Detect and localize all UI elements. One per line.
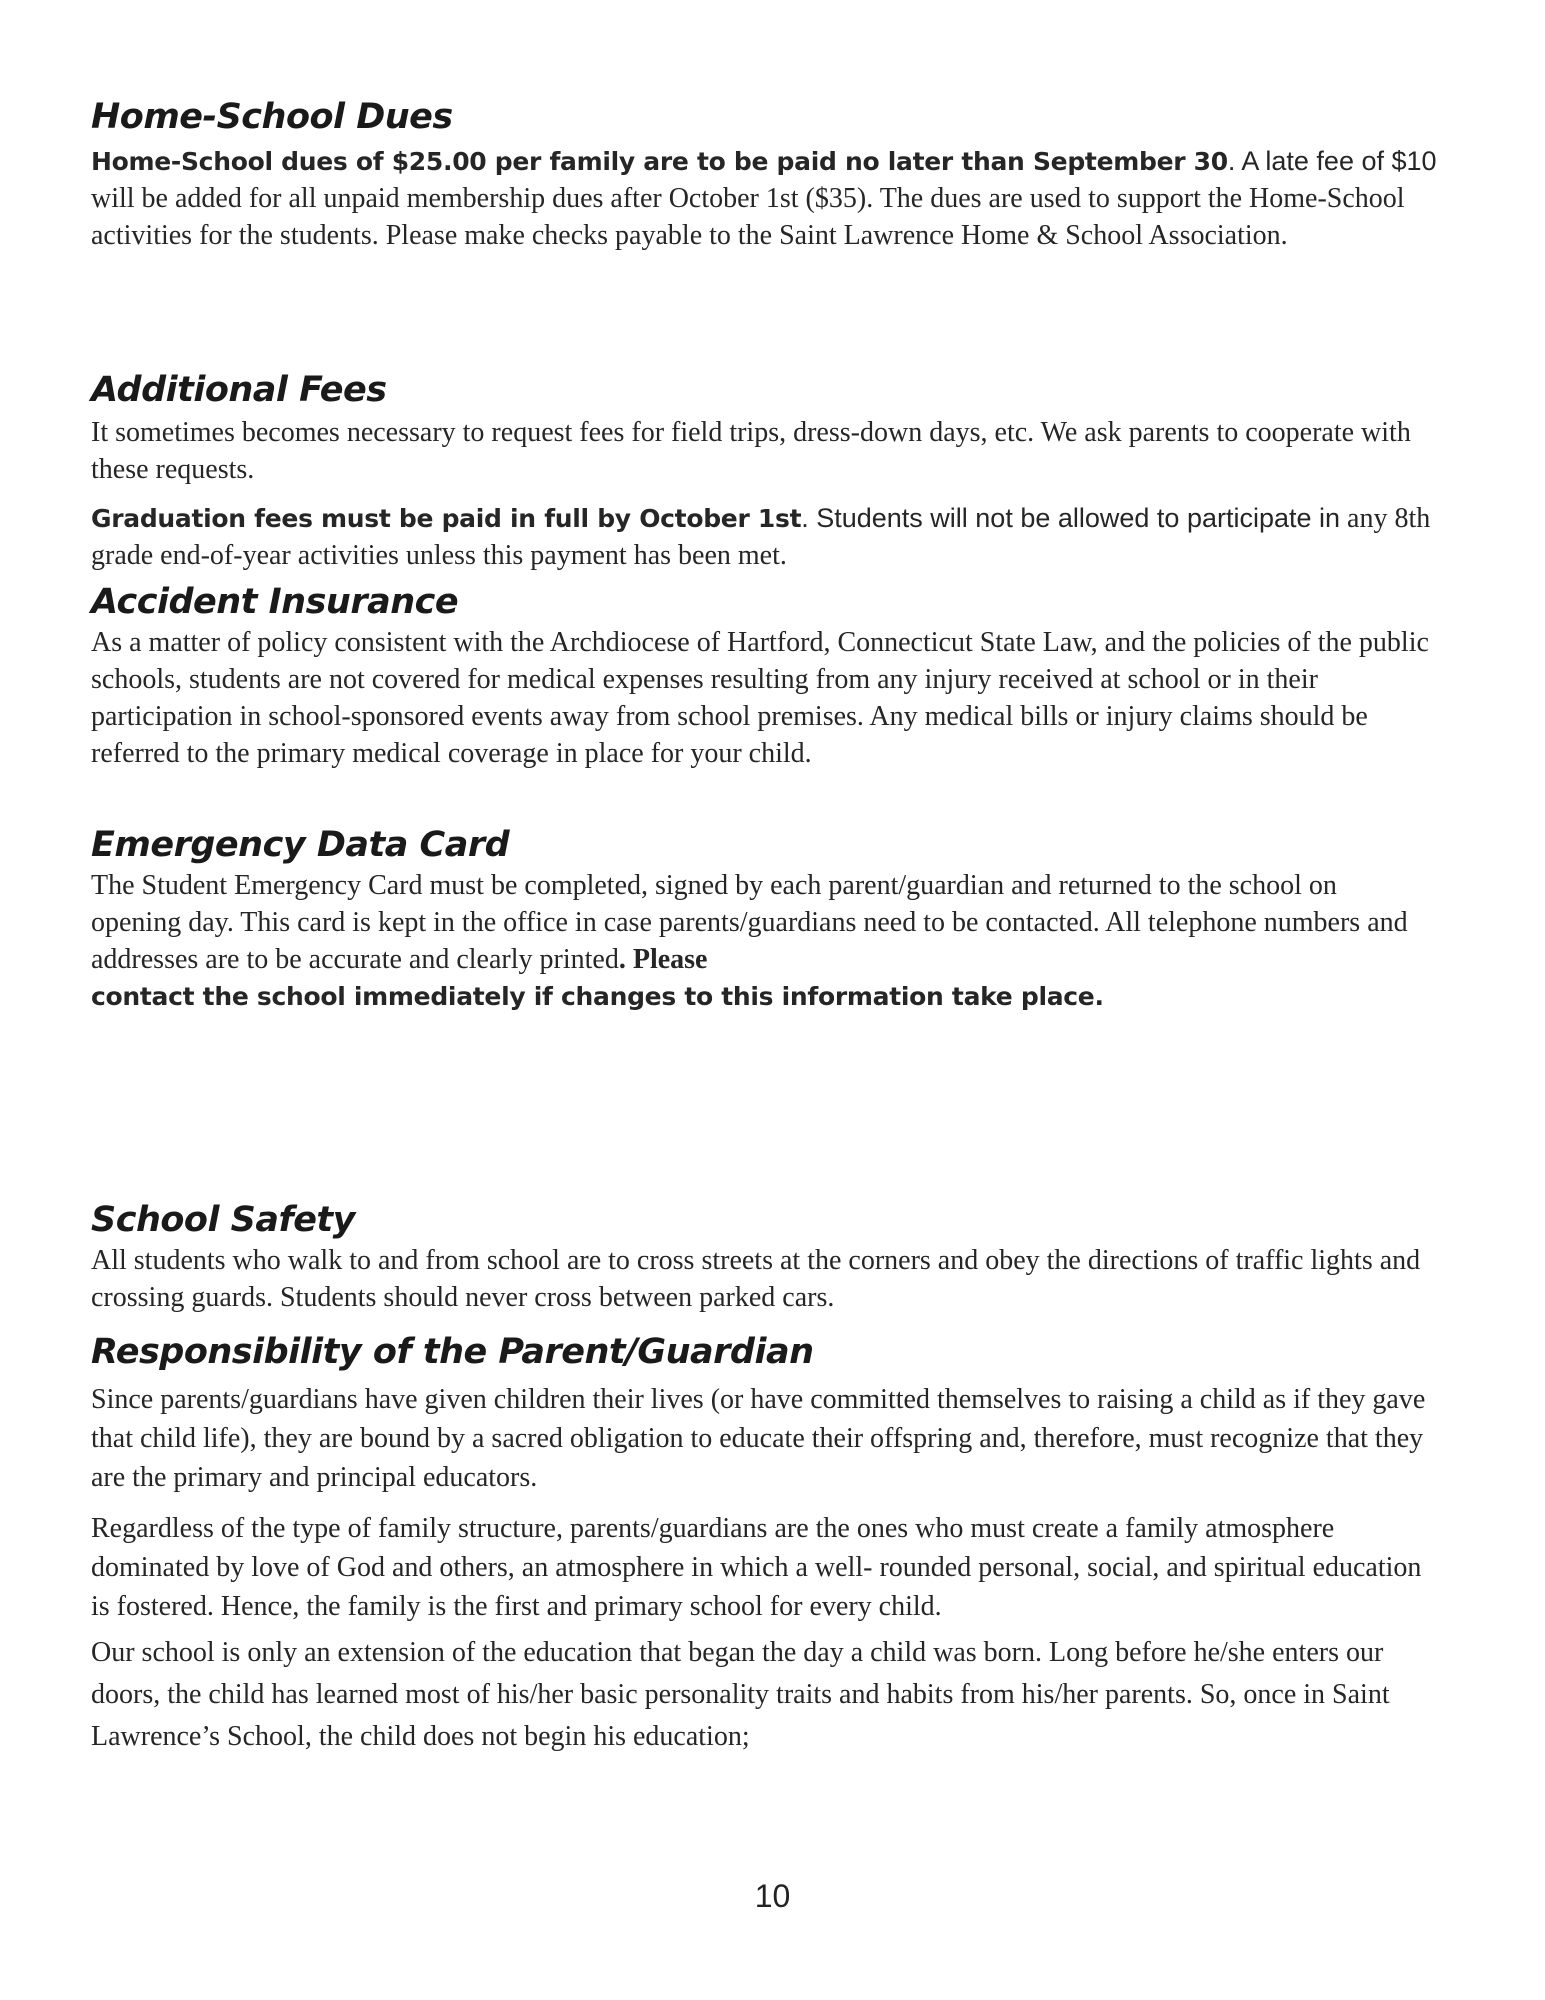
section-responsibility <box>91 1330 1431 1758</box>
section-paragraph: Regardless of the type of family structure, parents/guardians are the ones who must create a family atmosphere dominated by love of God and others, an atmosphere in which a well- rounded personal, social, and spiritual education is fostered. Hence, the family is the first and primary school for every child. <box>91 1513 1422 1622</box>
section-additional-fees <box>91 368 1471 574</box>
section-body: All students who walk to and from school are to cross streets at the corners and obey the directions of traffic lights and crossing guards. Students should never cross between parked cars. <box>91 1245 1421 1313</box>
section-body <box>91 867 1431 1015</box>
bold-lead: Home-School dues of $25.00 per family are to be paid no later than September 30 <box>91 147 1228 176</box>
section-body: It sometimes becomes necessary to request fees for field trips, dress-down days, etc. We ask parents to cooperate with these requests. <box>91 417 1411 485</box>
section-paragraph: Since parents/guardians have given children their lives (or have committed themselves to raising a child as if they gave that child life), they are bound by a sacred obligation to educate their offspring and, therefore, must recognize that they are the primary and principal educators. <box>91 1384 1426 1493</box>
section-body-2 <box>91 500 1471 574</box>
section-heading: Accident Insurance <box>91 582 459 622</box>
section-body: As a matter of policy consistent with the Archdiocese of Hartford, Connecticut State Law, and the policies of the public schools, students are not covered for medical expenses resulting from any injury received at school or in their participation in school-sponsored events away from school premises. Any medical bills or injury claims should be referred to the primary medical coverage in place for your child. <box>91 627 1429 769</box>
bold-line: contact the school immediately if changes to this information take place. <box>91 982 1104 1011</box>
body-text: any 8th grade end-of-year activities unless this payment has been met. <box>91 503 1431 571</box>
section-accident-insurance <box>91 580 1431 772</box>
section-body <box>91 143 1471 254</box>
section-emergency-data-card <box>91 823 1431 1015</box>
section-heading: Home-School Dues <box>91 97 453 137</box>
bold-lead: Graduation fees must be paid in full by October 1st <box>91 504 802 533</box>
page-number: 10 <box>754 1878 791 1914</box>
lead-rest: . A late fee of $10 <box>1227 146 1437 176</box>
section-home-school-dues <box>91 95 1471 254</box>
lead-rest: . Students will not be allowed to participate in <box>801 503 1341 533</box>
section-school-safety <box>91 1198 1431 1316</box>
section-heading: Emergency Data Card <box>91 825 510 865</box>
body-text: will be added for all unpaid membership dues after October 1st ($35). The dues are used to support the Home-School activities for the students. Please make checks payable to the Saint Lawrence Home & School Association. <box>91 183 1405 251</box>
section-heading: Additional Fees <box>91 370 387 410</box>
bold-tail: . Please <box>618 944 708 975</box>
section-paragraph: Our school is only an extension of the education that began the day a child was born. Long before he/she enters our doors, the child has learned most of his/her basic personality traits and habits from his/her parents. So, once in Saint Lawrence’s School, the child does not begin his education; <box>91 1637 1390 1752</box>
body-text: The Student Emergency Card must be completed, signed by each parent/guardian and returned to the school on opening day. This card is kept in the office in case parents/guardians need to be contacted. All telephone numbers and addresses are to be accurate and clearly printed <box>91 870 1408 975</box>
section-heading: School Safety <box>91 1200 355 1240</box>
section-heading: Responsibility of the Parent/Guardian <box>91 1332 814 1372</box>
